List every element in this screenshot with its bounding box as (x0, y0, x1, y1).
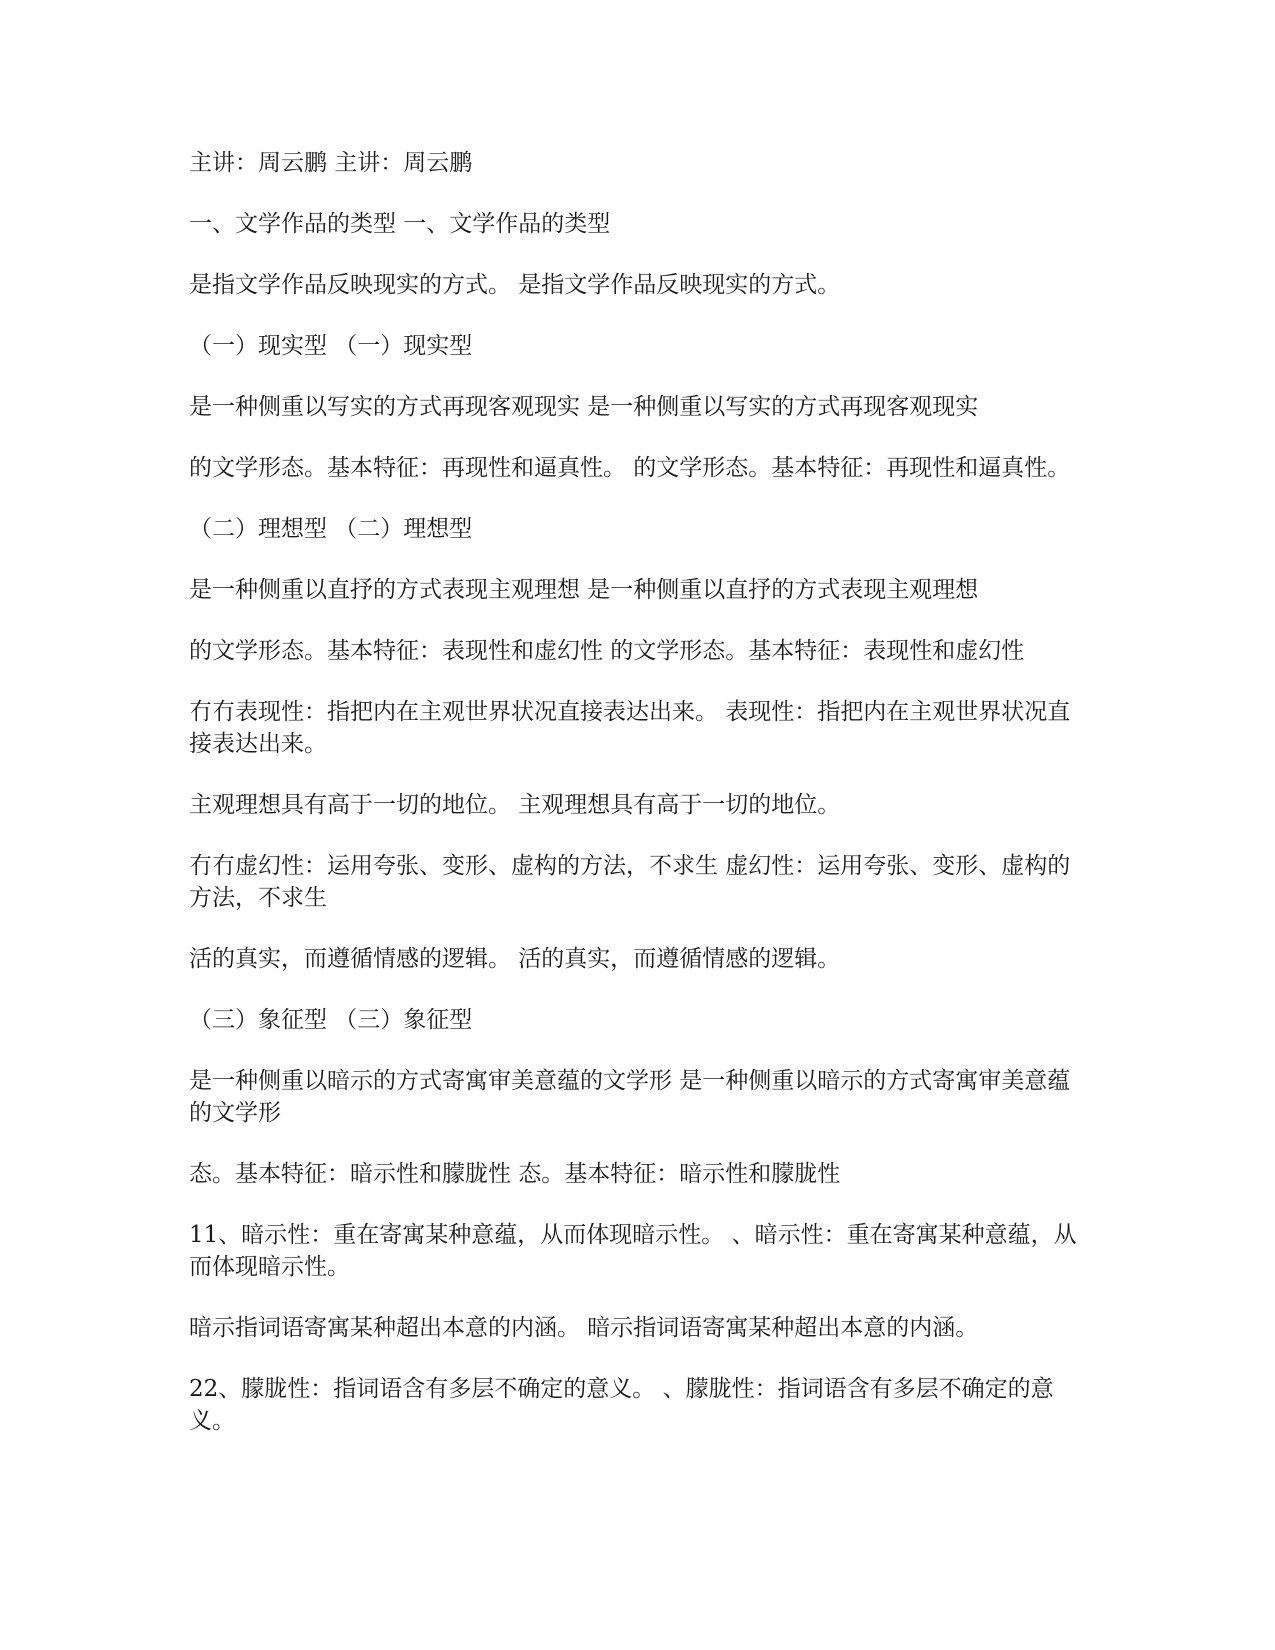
paragraph: 的文学形态。基本特征：表现性和虚幻性 的文学形态。基本特征：表现性和虚幻性 (189, 638, 1025, 664)
paragraph-subheading-ideal: （二）理想型 （二）理想型 (189, 516, 473, 542)
paragraph: 是一种侧重以直抒的方式表现主观理想 是一种侧重以直抒的方式表现主观理想 (189, 577, 979, 603)
paragraph-subheading-symbolic: （三）象征型 （三）象征型 (189, 1007, 473, 1033)
paragraph-subheading-realistic: （一）现实型 （一）现实型 (189, 333, 473, 359)
paragraph: 主观理想具有高于一切的地位。 主观理想具有高于一切的地位。 (189, 792, 841, 818)
paragraph: 活的真实，而遵循情感的逻辑。 活的真实，而遵循情感的逻辑。 (189, 946, 841, 972)
paragraph: 11、暗示性：重在寄寓某种意蕴，从而体现暗示性。 、暗示性：重在寄寓某种意蕴，从而体现暗示性。 (189, 1222, 1077, 1280)
document-page (189, 147, 1089, 1466)
paragraph: 的文学形态。基本特征：再现性和逼真性。 的文学形态。基本特征：再现性和逼真性。 (189, 455, 1071, 481)
paragraph: 是一种侧重以暗示的方式寄寓审美意蕴的文学形 是一种侧重以暗示的方式寄寓审美意蕴的文学形 (189, 1068, 1071, 1126)
paragraph-lecturer: 主讲：周云鹏 主讲：周云鹏 (189, 150, 473, 176)
paragraph: 冇冇虚幻性：运用夸张、变形、虚构的方法，不求生 虚幻性：运用夸张、变形、虚构的方法，不求生 (189, 853, 1071, 911)
paragraph: 暗示指词语寄寓某种超出本意的内涵。 暗示指词语寄寓某种超出本意的内涵。 (189, 1315, 979, 1341)
paragraph: 冇冇表现性：指把内在主观世界状况直接表达出来。 表现性：指把内在主观世界状况直接表达出来。 (189, 699, 1071, 757)
paragraph: 态。基本特征：暗示性和朦胧性 态。基本特征：暗示性和朦胧性 (189, 1161, 841, 1187)
paragraph: 是一种侧重以写实的方式再现客观现实 是一种侧重以写实的方式再现客观现实 (189, 394, 979, 420)
paragraph-section-heading: 一、文学作品的类型 一、文学作品的类型 (189, 211, 611, 237)
paragraph: 是指文学作品反映现实的方式。 是指文学作品反映现实的方式。 (189, 272, 841, 298)
paragraph: 22、朦胧性：指词语含有多层不确定的意义。 、朦胧性：指词语含有多层不确定的意义。 (189, 1376, 1054, 1434)
